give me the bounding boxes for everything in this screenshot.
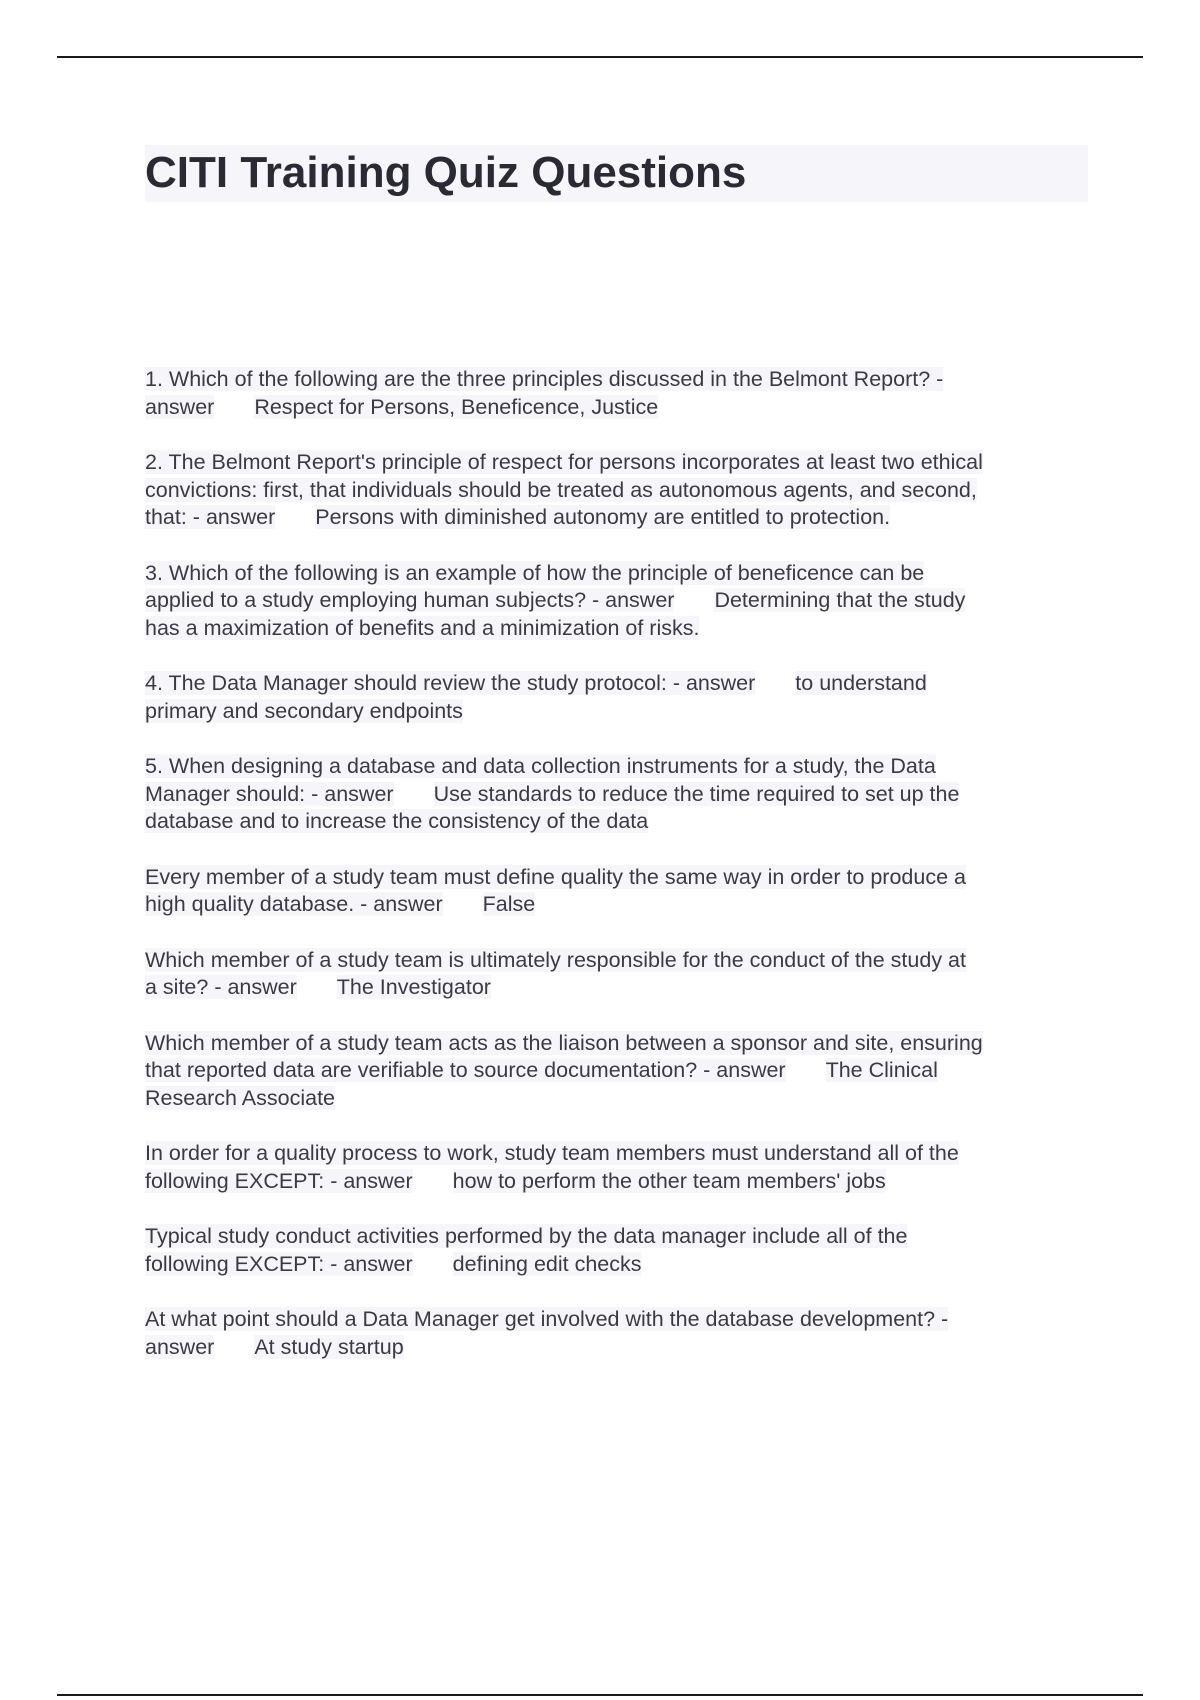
qa-item — [145, 1030, 1095, 1113]
qa-line — [145, 1168, 1095, 1196]
qa-list — [145, 366, 1095, 1389]
qa-text: 3. Which of the following is an example of how the principle of beneficence can be — [145, 560, 925, 585]
qa-answer-text: The Clinical — [825, 1058, 938, 1082]
title-band — [145, 145, 1088, 202]
qa-line — [145, 587, 1095, 615]
qa-answer-text: Respect for Persons, Beneficence, Justice — [254, 394, 659, 419]
qa-text: following EXCEPT: - answer — [145, 1251, 413, 1276]
qa-line — [145, 1057, 1095, 1085]
bottom-rule — [57, 1694, 1143, 1696]
qa-answer-text: Persons with diminished autonomy are entitled to protection. — [315, 505, 891, 529]
qa-text: answer — [145, 394, 215, 419]
qa-answer-text: how to perform the other team members' jobs — [452, 1168, 886, 1193]
qa-item — [145, 947, 1095, 1002]
qa-line — [145, 670, 1095, 698]
qa-line — [145, 947, 1095, 975]
qa-item — [145, 449, 1095, 532]
qa-line — [145, 891, 1095, 919]
qa-line — [145, 1030, 1095, 1058]
qa-line — [145, 753, 1095, 781]
qa-text: Research Associate — [145, 1085, 336, 1110]
qa-answer-text: The Investigator — [336, 975, 491, 999]
qa-line — [145, 560, 1095, 588]
qa-line — [145, 974, 1095, 1002]
qa-text: 4. The Data Manager should review the study protocol: - answer — [145, 671, 756, 695]
qa-item — [145, 753, 1095, 836]
qa-line — [145, 864, 1095, 892]
qa-answer-text: At study startup — [254, 1334, 404, 1359]
qa-item — [145, 670, 1095, 725]
qa-text: In order for a quality process to work, study team members must understand all of the — [145, 1141, 959, 1165]
qa-text: At what point should a Data Manager get involved with the database development? - — [145, 1307, 949, 1331]
qa-line — [145, 698, 1095, 726]
qa-line — [145, 504, 1095, 532]
qa-text: 2. The Belmont Report's principle of respect for persons incorporates at least two ethical — [145, 450, 983, 474]
qa-line — [145, 1306, 1095, 1334]
top-rule — [57, 56, 1143, 58]
qa-text: database and to increase the consistency of the data — [145, 809, 649, 833]
qa-line — [145, 449, 1095, 477]
qa-item — [145, 1306, 1095, 1361]
qa-text: Every member of a study team must define quality the same way in order to produce a — [145, 864, 966, 889]
qa-text: 5. When designing a database and data collection instruments for a study, the Data — [145, 754, 936, 778]
qa-line — [145, 1140, 1095, 1168]
qa-item — [145, 560, 1095, 643]
qa-text: following EXCEPT: - answer — [145, 1168, 413, 1193]
qa-line — [145, 615, 1095, 643]
qa-item — [145, 1223, 1095, 1278]
qa-text: that reported data are verifiable to source documentation? - answer — [145, 1058, 786, 1082]
qa-item — [145, 864, 1095, 919]
qa-text: Manager should: - answer — [145, 781, 394, 806]
qa-text: 1. Which of the following are the three principles discussed in the Belmont Report? - — [145, 367, 944, 391]
qa-text: primary and secondary endpoints — [145, 698, 463, 723]
qa-line — [145, 808, 1095, 836]
qa-line — [145, 1085, 1095, 1113]
qa-line — [145, 394, 1095, 422]
qa-line — [145, 477, 1095, 505]
qa-text: a site? - answer — [145, 975, 297, 999]
qa-text: applied to a study employing human subjects? - answer — [145, 588, 675, 612]
qa-line — [145, 1334, 1095, 1362]
qa-answer-text: Use standards to reduce the time required to set up the — [433, 781, 960, 806]
qa-line — [145, 781, 1095, 809]
qa-text: Which member of a study team acts as the liaison between a sponsor and site, ensuring — [145, 1030, 983, 1055]
qa-item — [145, 1140, 1095, 1195]
qa-answer-text: Determining that the study — [714, 588, 966, 612]
qa-line — [145, 1223, 1095, 1251]
qa-text: Typical study conduct activities performed by the data manager include all of the — [145, 1224, 908, 1248]
qa-text: answer — [145, 1334, 215, 1359]
qa-text: that: - answer — [145, 505, 276, 529]
qa-line — [145, 1251, 1095, 1279]
qa-answer-text: to understand — [795, 671, 927, 695]
qa-text: has a maximization of benefits and a minimization of risks. — [145, 615, 700, 640]
qa-text: Which member of a study team is ultimately responsible for the conduct of the study at — [145, 947, 966, 972]
qa-answer-text: defining edit checks — [452, 1251, 642, 1276]
qa-line — [145, 366, 1095, 394]
qa-text: high quality database. - answer — [145, 892, 443, 916]
page-title: CITI Training Quiz Questions — [145, 148, 747, 197]
qa-item — [145, 366, 1095, 421]
qa-text: convictions: first, that individuals should be treated as autonomous agents, and second, — [145, 477, 977, 502]
qa-answer-text: False — [482, 892, 536, 916]
